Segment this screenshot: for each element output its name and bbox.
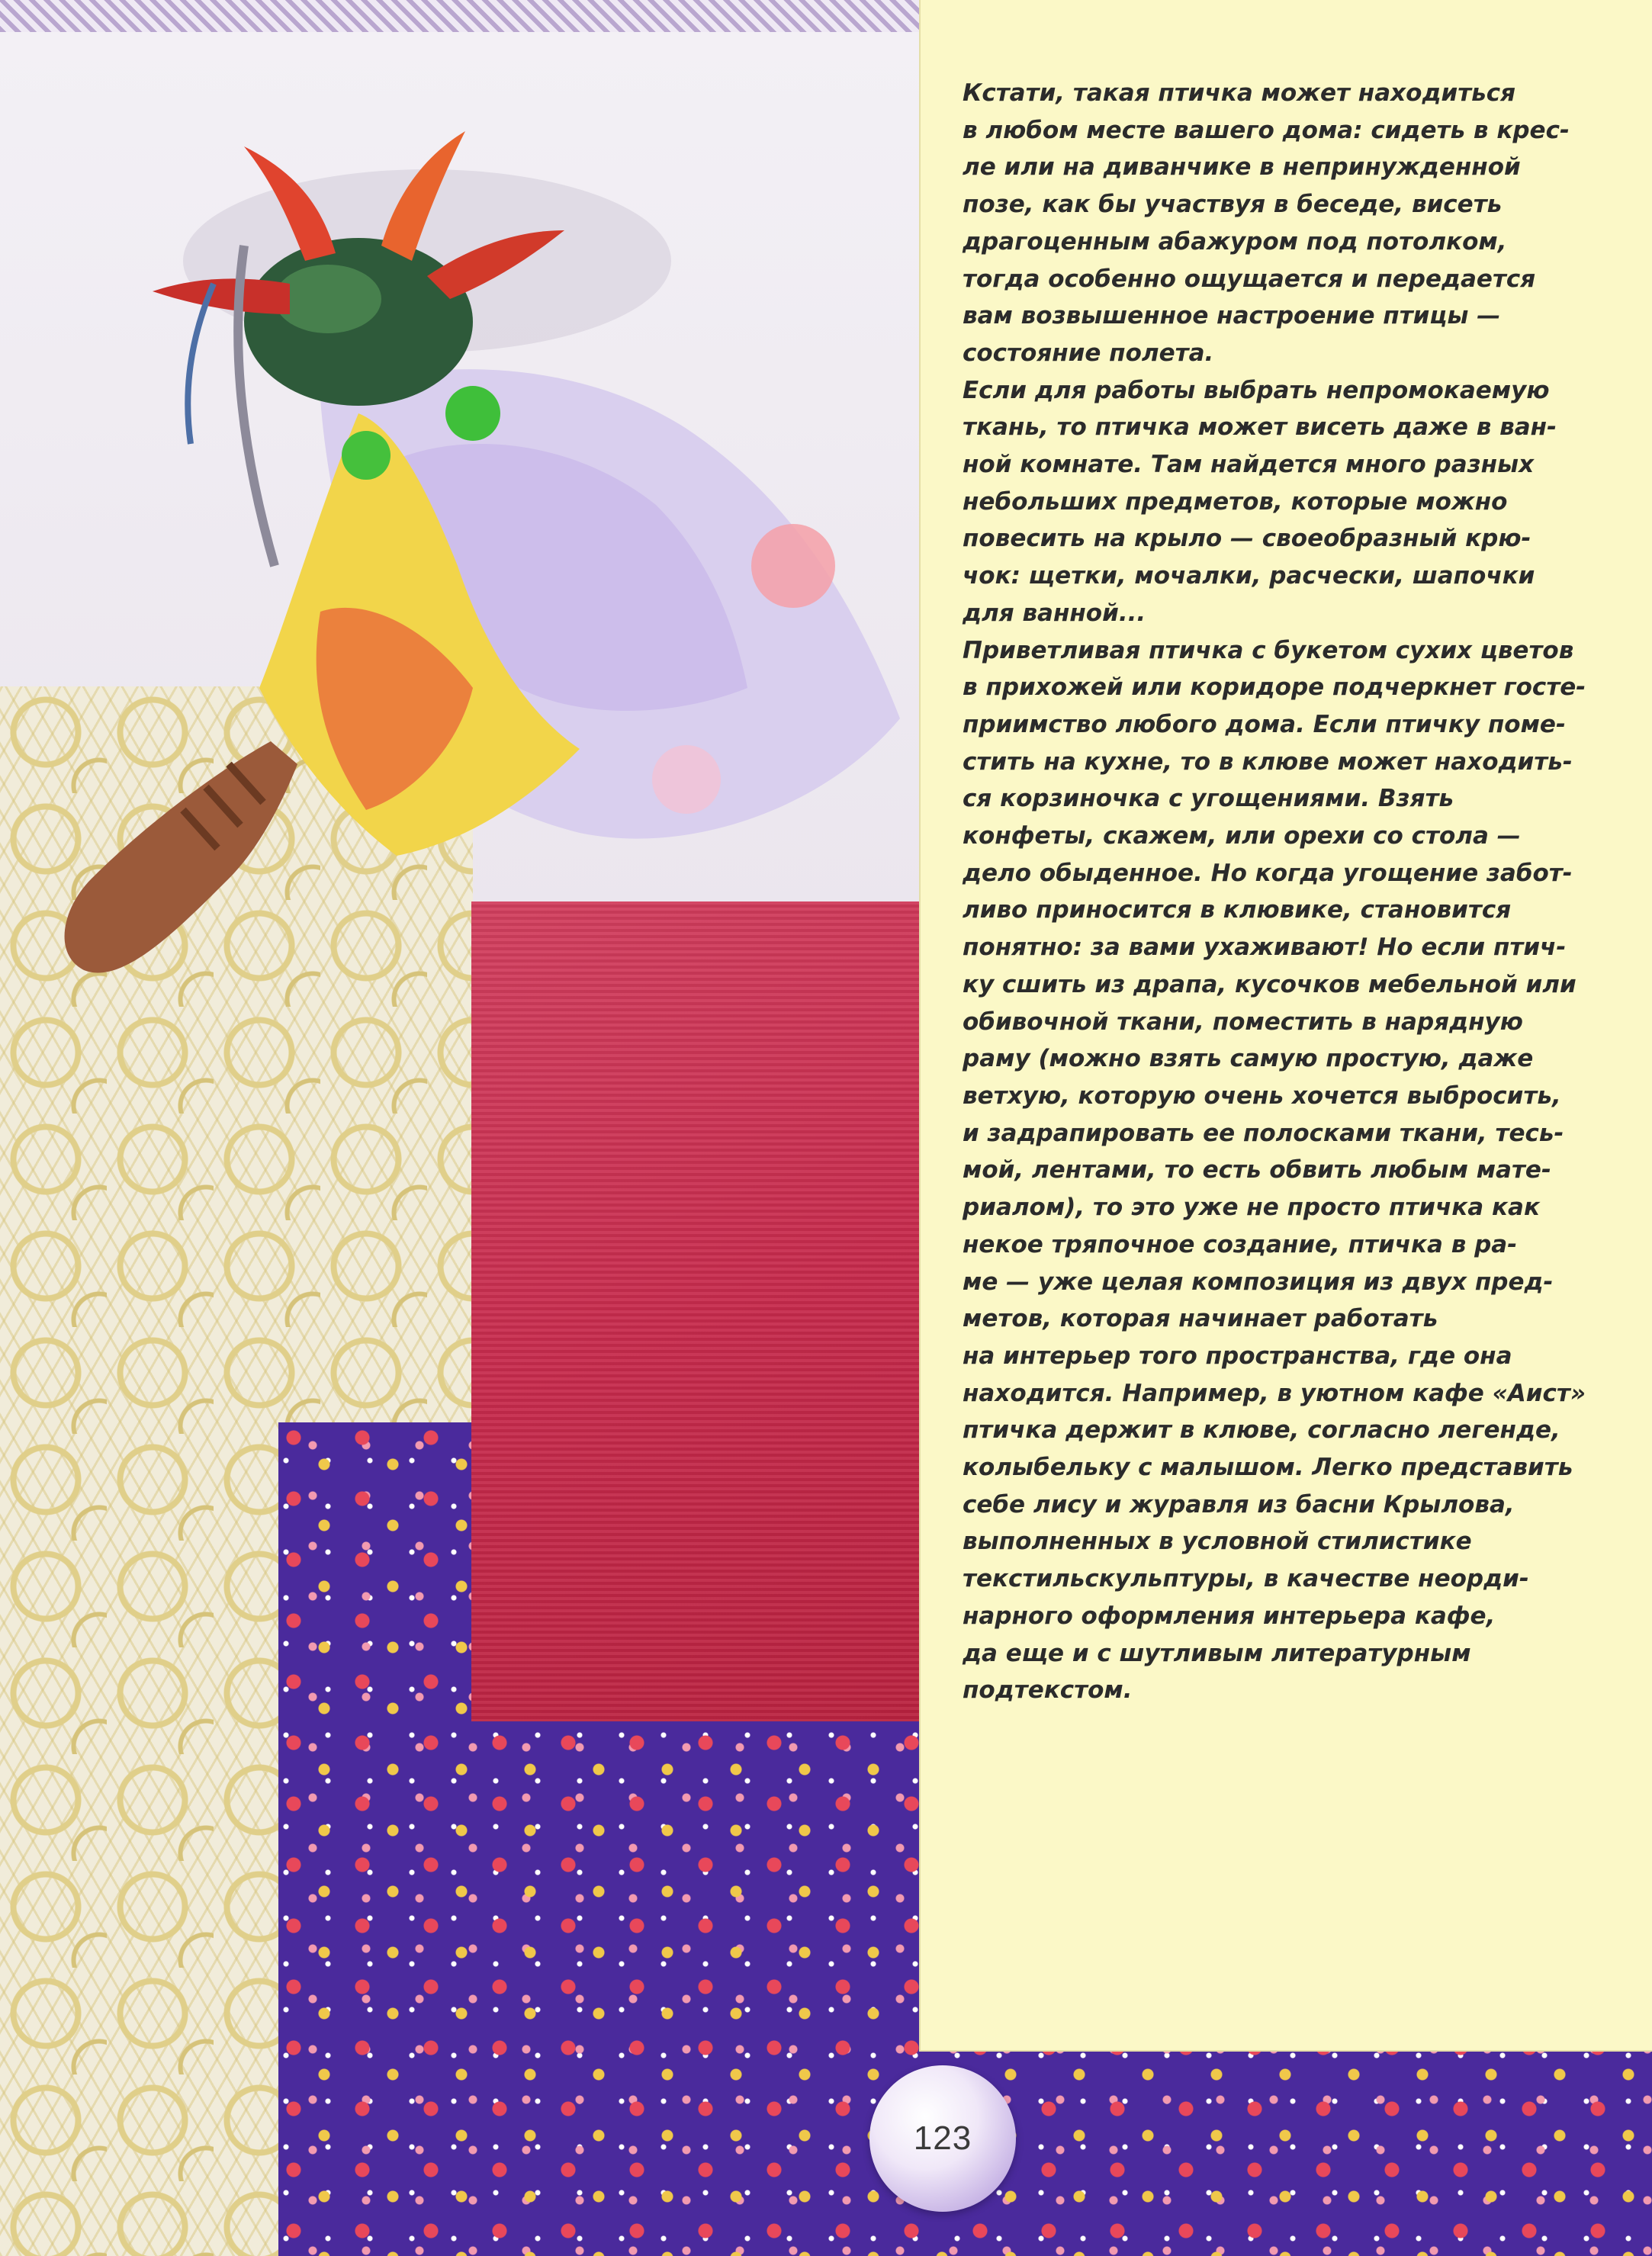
decorative-top-stripe: [0, 0, 919, 34]
text-line: риалом), то это уже не просто птичка как: [963, 1194, 1540, 1222]
text-line: метов, которая начинает работать: [963, 1305, 1438, 1333]
text-line: птичка держит в клюве, согласно легенде,: [963, 1416, 1560, 1445]
text-line: повесить на крыло — своеобразный крю-: [963, 525, 1531, 553]
text-line: да еще и с шутливым литературным: [963, 1639, 1471, 1667]
red-fabric-panel: [471, 901, 919, 1721]
text-line: подтекстом.: [963, 1676, 1133, 1705]
text-line: Кстати, такая птичка может находиться: [963, 79, 1516, 107]
text-line: ной комнате. Там найдется много разных: [963, 451, 1535, 479]
text-line: выполненных в условной стилистике: [963, 1528, 1472, 1556]
text-line: понятно: за вами ухаживают! Но если птич-: [963, 934, 1567, 962]
text-line: состояние полета.: [963, 339, 1214, 367]
bead-green: [445, 386, 500, 441]
text-line: ме — уже целая композиция из двух пред-: [963, 1268, 1554, 1296]
wing-flower: [751, 524, 835, 608]
text-line: Если для работы выбрать непромокаемую: [963, 376, 1550, 404]
text-line: ткань, то птичка может висеть даже в ван-: [963, 413, 1557, 442]
text-line: стить на кухне, то в клюве может находить-: [963, 747, 1573, 776]
text-line: чок: щетки, мочалки, расчески, шапочки: [963, 562, 1535, 590]
bird-head-highlight: [275, 265, 381, 333]
text-line: дело обыденное. Но когда угощение забот-: [963, 859, 1573, 887]
text-line: тогда особенно ощущается и передается: [963, 265, 1536, 293]
text-line: колыбельку с малышом. Легко представить: [963, 1454, 1573, 1482]
text-line: ле или на диванчике в непринужденной: [963, 153, 1521, 182]
text-line: в прихожей или коридоре подчеркнет госте-: [963, 673, 1586, 702]
page-number: 123: [913, 2119, 972, 2157]
text-line: небольших предметов, которые можно: [963, 487, 1508, 516]
text-line: и задрапировать ее полосками ткани, тесь-: [963, 1119, 1564, 1147]
text-line: драгоценным абажуром под потолком,: [963, 227, 1507, 255]
text-line: обивочной ткани, поместить в нарядную: [963, 1007, 1523, 1036]
page-number-badge: [869, 2065, 1016, 2212]
body-text: [963, 75, 1634, 1709]
text-line: ливо приносится в клювике, становится: [963, 896, 1512, 924]
wing-flower: [652, 745, 721, 814]
text-line: конфеты, скажем, или орехи со стола —: [963, 822, 1521, 850]
text-line: позе, как бы участвуя в беседе, висеть: [963, 191, 1503, 219]
text-line: ку сшить из драпа, кусочков мебельной или: [963, 970, 1576, 998]
text-line: находится. Например, в уютном кафе «Аист»: [963, 1379, 1586, 1407]
text-line: для ванной...: [963, 599, 1146, 627]
bird-beak: [65, 741, 297, 972]
blue-ribbon: [188, 284, 214, 444]
text-line: мой, лентами, то есть обвить любым мате-: [963, 1156, 1551, 1184]
text-line: приимство любого дома. Если птичку поме-: [963, 710, 1566, 738]
text-line: ветхую, которую очень хочется выбросить,: [963, 1081, 1561, 1110]
text-line: в любом месте вашего дома: сидеть в крес-: [963, 116, 1570, 144]
text-line: некое тряпочное создание, птичка в ра-: [963, 1230, 1518, 1258]
fabric-bird-illustration: [0, 32, 919, 1024]
text-line: на интерьер того пространства, где она: [963, 1342, 1512, 1370]
text-line: нарного оформления интерьера кафе,: [963, 1602, 1496, 1630]
text-line: текстильскульптуры, в качестве неорди-: [963, 1565, 1529, 1593]
bead-green: [342, 431, 391, 480]
text-line: раму (можно взять самую простую, даже: [963, 1045, 1534, 1073]
text-line: ся корзиночка с угощениями. Взять: [963, 785, 1454, 813]
text-line: Приветливая птичка с букетом сухих цветов: [963, 636, 1574, 664]
text-line: себе лису и журавля из басни Крылова,: [963, 1490, 1515, 1518]
text-line: вам возвышенное настроение птицы —: [963, 302, 1501, 330]
